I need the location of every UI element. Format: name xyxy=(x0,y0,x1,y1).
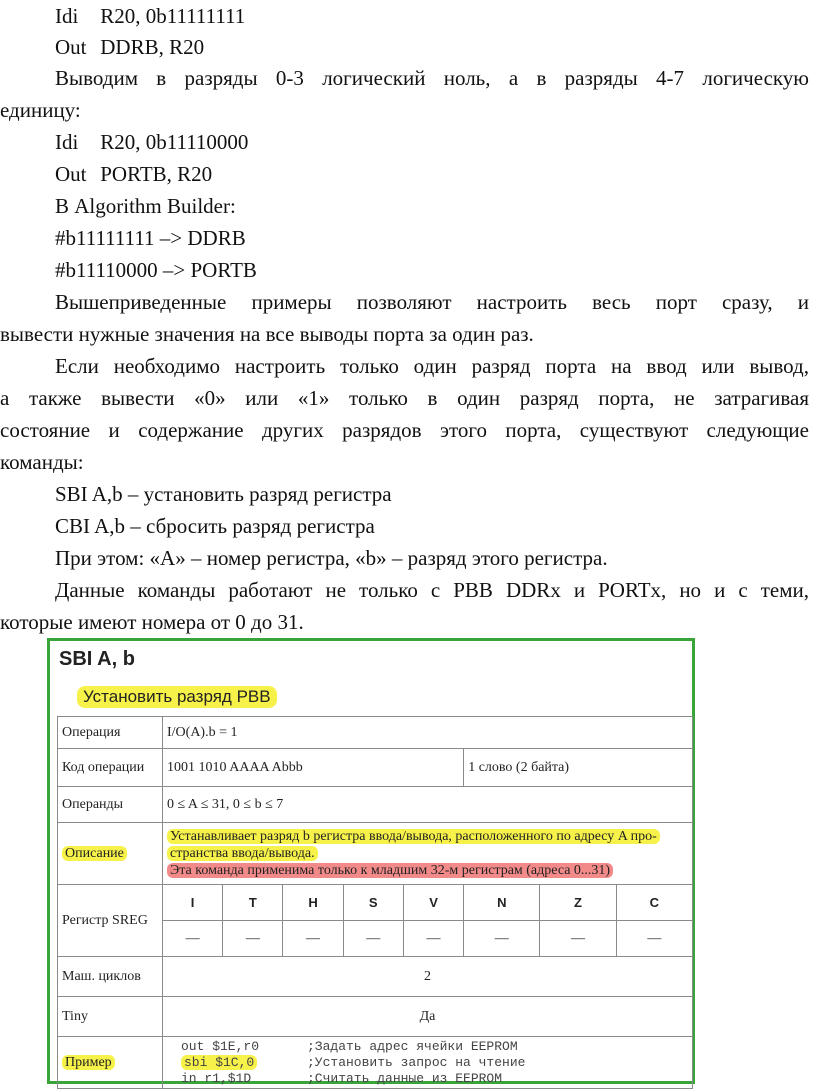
operands-label: Операнды xyxy=(58,787,163,823)
cycles-label: Маш. циклов xyxy=(58,957,163,997)
sreg-value: — xyxy=(163,921,223,957)
figure-title: SBI A, b xyxy=(59,648,135,670)
sreg-flag: S xyxy=(343,885,403,921)
paragraph-2-line-1: Вышеприведенные примеры позволяют настроить весь порт сразу, и xyxy=(55,290,809,314)
sreg-flag: C xyxy=(616,885,692,921)
row-description xyxy=(58,823,693,885)
paragraph-3-line-3: состояние и содержание других разрядов этого порта, существуют следующие xyxy=(0,418,809,442)
description-line-2: странства ввода/вывода. xyxy=(167,846,318,861)
operands-value: 0 ≤ A ≤ 31, 0 ≤ b ≤ 7 xyxy=(163,787,693,823)
operation-label: Операция xyxy=(58,717,163,749)
code-line-ldi-1: Idi R20, 0b11111111 xyxy=(55,4,246,28)
instruction-reference-figure xyxy=(47,638,695,1084)
sreg-value: — xyxy=(540,921,616,957)
description-line-1: Устанавливает разряд b регистра ввода/вывода, расположенного по адресу A про- xyxy=(167,829,660,844)
sreg-value: — xyxy=(283,921,343,957)
algorithm-builder-line-1: #b11111111 –> DDRB xyxy=(55,226,246,250)
sbi-description: SBI A,b – установить разряд регистра xyxy=(55,482,392,506)
description-label-cell xyxy=(58,823,163,885)
row-cycles xyxy=(58,957,693,997)
sreg-value: — xyxy=(464,921,540,957)
sreg-flag: H xyxy=(283,885,343,921)
paragraph-3-line-1: Если необходимо настроить только один разряд порта на ввод или вывод, xyxy=(55,354,809,378)
paragraph-4-line-2: которые имеют номера от 0 до 31. xyxy=(0,610,304,634)
operation-value: I/O(A).b = 1 xyxy=(163,717,693,749)
code-line: in r1,$1D ;Считать данные из EEPROM xyxy=(181,1070,503,1086)
example-label-cell xyxy=(58,1037,163,1089)
sreg-flag: T xyxy=(223,885,283,921)
figure-subtitle: Установить разряд РВВ xyxy=(77,686,277,708)
row-opcode xyxy=(58,749,693,787)
code-line-out-1: Out DDRB, R20 xyxy=(55,35,205,59)
sreg-value: — xyxy=(343,921,403,957)
description-label: Описание xyxy=(62,846,127,861)
sreg-flag: Z xyxy=(540,885,616,921)
row-tiny xyxy=(58,997,693,1037)
description-line-3: Эта команда применима только к младшим 32-м регистрам (адреса 0...31) xyxy=(167,863,613,878)
sreg-flag: V xyxy=(403,885,463,921)
paragraph-3-line-4: команды: xyxy=(0,450,84,474)
opcode-size: 1 слово (2 байта) xyxy=(464,749,693,787)
row-operands xyxy=(58,787,693,823)
example-label: Пример xyxy=(62,1055,115,1070)
instruction-spec-table xyxy=(57,716,693,1089)
sreg-label: Регистр SREG xyxy=(58,885,163,957)
paragraph-4-line-1: Данные команды работают не только с РВВ DDRx и PORTx, но и с теми, xyxy=(55,578,809,602)
sreg-flag: I xyxy=(163,885,223,921)
opcode-label: Код операции xyxy=(58,749,163,787)
tiny-value: Да xyxy=(163,997,693,1037)
sreg-flag: N xyxy=(464,885,540,921)
description-value xyxy=(163,823,693,885)
paragraph-1-line-1: Выводим в разряды 0-3 логический ноль, а в разряды 4-7 логическую xyxy=(55,66,809,90)
cbi-description: CBI A,b – сбросить разряд регистра xyxy=(55,514,375,538)
opcode-value: 1001 1010 AAAA Abbb xyxy=(163,749,464,787)
sreg-value: — xyxy=(616,921,692,957)
code-line-out-2: Out PORTB, R20 xyxy=(55,162,213,186)
code-line: sbi $1C,0 ;Установить запрос на чтение xyxy=(167,1055,688,1071)
code-line-ldi-2: Idi R20, 0b11110000 xyxy=(55,130,249,154)
row-sreg-flags xyxy=(58,885,693,921)
operands-note: При этом: «A» – номер регистра, «b» – разряд этого регистра. xyxy=(55,546,608,570)
algorithm-builder-line-2: #b11110000 –> PORTB xyxy=(55,258,257,282)
algorithm-builder-label: В Algorithm Builder: xyxy=(55,194,236,218)
sreg-value: — xyxy=(403,921,463,957)
code-line: out $1E,r0 ;Задать адрес ячейки EEPROM xyxy=(181,1038,518,1054)
paragraph-1-line-2: единицу: xyxy=(0,98,81,122)
example-code xyxy=(163,1037,693,1089)
paragraph-2-line-2: вывести нужные значения на все выводы порта за один раз. xyxy=(0,322,534,346)
row-example xyxy=(58,1037,693,1089)
tiny-label: Tiny xyxy=(58,997,163,1037)
cycles-value: 2 xyxy=(163,957,693,997)
sreg-value: — xyxy=(223,921,283,957)
row-operation xyxy=(58,717,693,749)
paragraph-3-line-2: а также вывести «0» или «1» только в один разряд порта, не затрагивая xyxy=(0,386,809,410)
